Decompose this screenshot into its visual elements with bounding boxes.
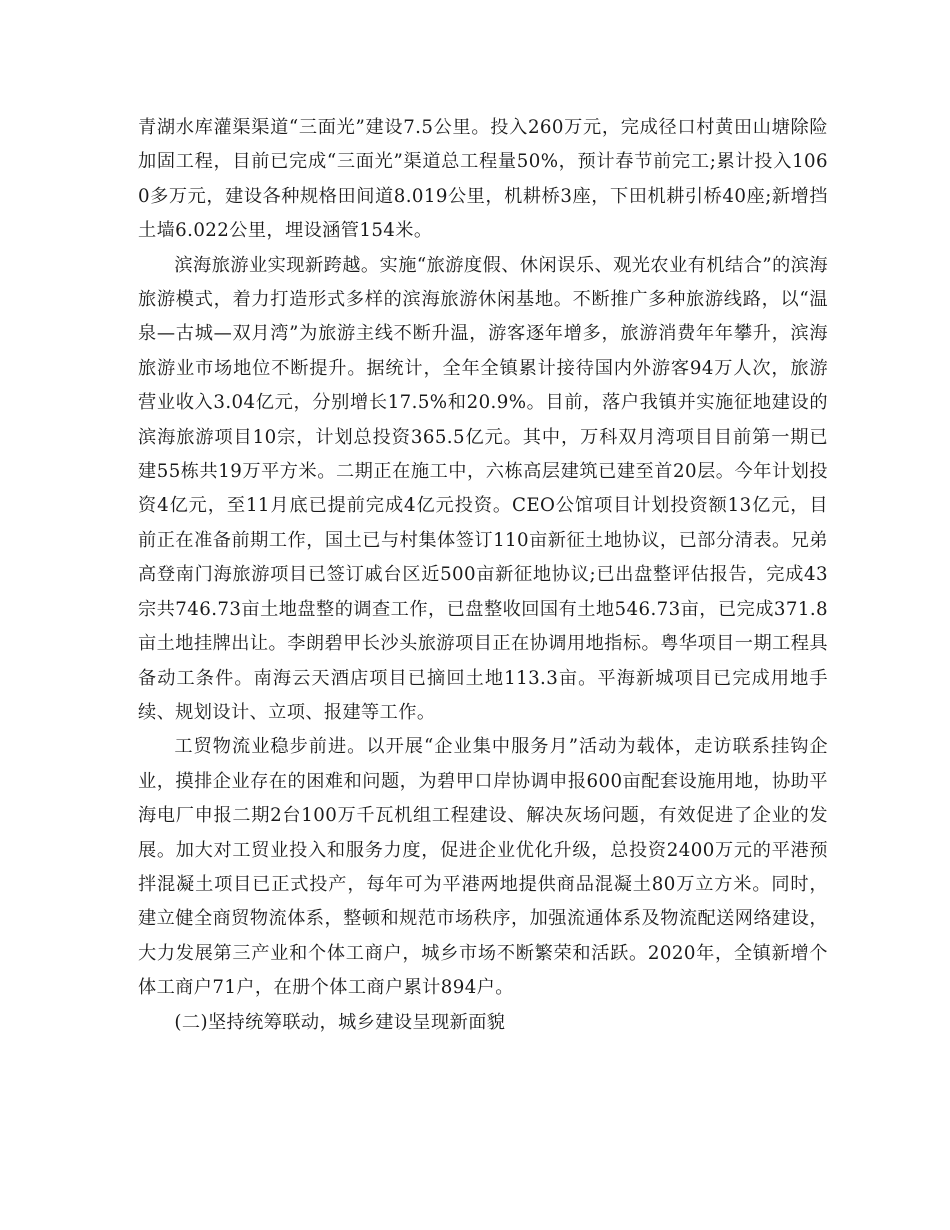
document-body — [138, 111, 828, 1040]
section-heading: (二)坚持统筹联动，城乡建设呈现新面貌 — [174, 1011, 506, 1033]
paragraph-coastal-tourism: 滨海旅游业实现新跨越。实施“旅游度假、休闲误乐、观光农业有机结合”的滨海旅游模式，着力打造形式多样的滨海旅游休闲基地。不断推广多种旅游线路，以“温泉—古城—双月湾”为旅游主线不断升温，游客逐年增多，旅游消费年年攀升，滨海旅游业市场地位不断提升。据统计，全年全镇累计接待国内外游客94万人次，旅游营业收入3.04亿元，分别增长17.5%和20.9%。目前，落户我镇并实施征地建设的滨海旅游项目10宗，计划总投资365.5亿元。其中，万科双月湾项目目前第一期已建55栋共19万平方米。二期正在施工中，六栋高层建筑已建至首20层。今年计划投资4亿元，至11月底已提前完成4亿元投资。CEO公馆项目计划投资额13亿元，目前正在准备前期工作，国土已与村集体签订110亩新征土地协议，已部分清表。兄弟高登南门海旅游项目已签订戚台区近500亩新征地协议;已出盘整评估报告，完成43宗共746.73亩土地盘整的调查工作，已盘整收回国有土地546.73亩，已完成371.8亩土地挂牌出让。李朗碧甲长沙头旅游项目正在协调用地指标。粤华项目一期工程具备动工条件。南海云天酒店项目已摘回土地113.3亩。平海新城项目已完成用地手续、规划设计、立项、报建等工作。 — [138, 254, 828, 723]
paragraph-trade-logistics: 工贸物流业稳步前进。以开展“企业集中服务月”活动为载体，走访联系挂钩企业，摸排企业存在的困难和问题，为碧甲口岸协调申报600亩配套设施用地，协助平海电厂申报二期2台100万千瓦机组工程建设、解决灰场问题，有效促进了企业的发展。加大对工贸业投入和服务力度，促进企业优化升级，总投资2400万元的平港预拌混凝土项目已正式投产，每年可为平港两地提供商品混凝土80万立方米。同时，建立健全商贸物流体系，整顿和规范市场秩序，加强流通体系及物流配送网络建设，大力发展第三产业和个体工商户，城乡市场不断繁荣和活跃。2020年，全镇新增个体工商户71户，在册个体工商户累计894户。 — [138, 736, 828, 999]
paragraph-irrigation: 青湖水库灌渠渠道“三面光”建设7.5公里。投入260万元，完成径口村黄田山塘除险加固工程，目前已完成“三面光”渠道总工程量50%，预计春节前完工;累计投入1060多万元，建设各种规格田间道8.019公里，机耕桥3座，下田机耕引桥40座;新增挡土墙6.022公里，埋设涵管154米。 — [138, 117, 828, 242]
